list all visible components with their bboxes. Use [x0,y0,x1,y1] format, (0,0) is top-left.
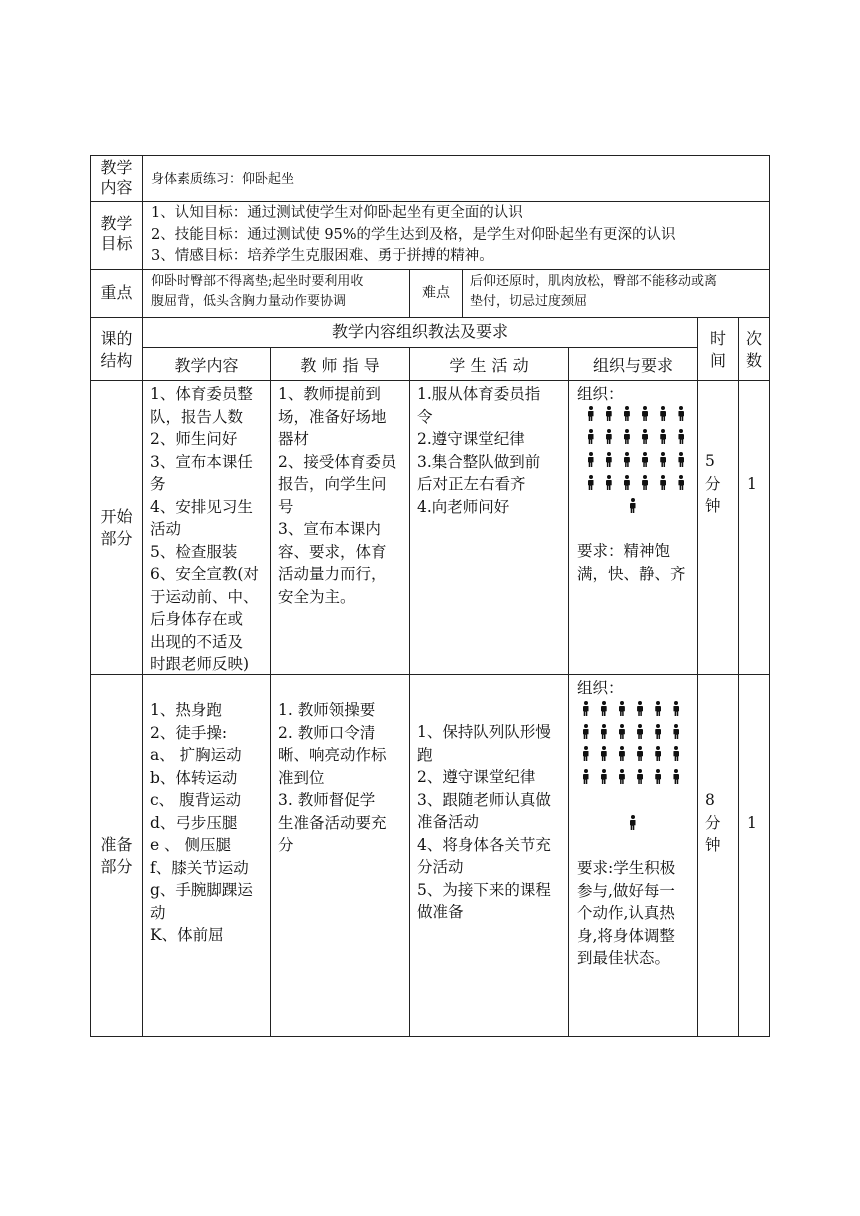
section-prep-count: 1 [747,814,757,832]
section-start-student: 1.服从体育委员指 令 2.遵守课堂纪律 3.集合整队做到前 后对正左右看齐 4.向老师问好 [417,385,541,516]
person-icon [599,724,608,739]
content-header: 教学内容 [174,356,239,375]
person-icon [604,406,613,421]
person-icon [617,724,626,739]
person-icon [599,746,608,761]
person-icon [659,406,668,421]
section-prep-requirement: 要求:学生积极 参与,做好每一 个动作,认真热 身,将身体调整 到最佳状态。 [577,859,676,967]
section-prep-content: 1、热身跑 2、徒手操: a、 扩胸运动 b、体转运动 c、 腹背运动 d、弓步压腿 e 、 侧压腿 f、膝关节运动 g、手腕脚踝运 动 K、体前屈 [150,701,253,944]
person-icon [672,769,681,784]
goals-label: 教学 目标 [100,214,133,253]
content-label: 教学 内容 [100,158,133,197]
person-icon [654,746,663,761]
person-icon [672,746,681,761]
section-start-time: 5 分 钟 [705,452,721,515]
person-icon [641,429,650,444]
section-prep-time: 8 分 钟 [705,791,721,854]
section-prep-teacher: 1. 教师领操要 2. 教师口令清 晰、响亮动作标 准到位 3. 教师督促学 生准备活动要充 分 [278,701,387,854]
group-title-header: 教学内容组织教法及要求 [331,322,508,341]
goal-1: 1、认知目标：通过测试使学生对仰卧起坐有更全面的认识 [151,205,523,221]
section-start-teacher: 1、教师提前到 场，准备好场地 器材 2、接受体育委员 报告，向学生问 号 3、宣布本课内 容、要求，体育 活动量力而行， 安全为主。 [278,385,397,606]
person-icon [581,769,590,784]
section-start-count: 1 [747,475,757,493]
person-icon [622,452,631,467]
person-icon [659,475,668,490]
person-icon [636,701,645,716]
person-icon [659,452,668,467]
person-icon [677,406,686,421]
person-icon [586,452,595,467]
structure-header: 课的 结构 [100,329,133,370]
student-header: 学 生 活 动 [449,356,529,375]
person-icon [604,475,613,490]
person-icon [581,724,590,739]
person-icon [581,701,590,716]
person-icon [604,452,613,467]
person-icon [677,429,686,444]
person-icon [617,746,626,761]
person-icon [617,769,626,784]
goal-3: 3、情感目标：培养学生克服困难、勇于拼搏的精神。 [151,248,494,264]
person-icon [636,769,645,784]
focus-label: 重点 [100,283,133,302]
time-header: 时 间 [709,329,726,370]
person-icon [636,724,645,739]
person-icon [641,452,650,467]
person-icon [586,406,595,421]
section-start-content: 1、体育委员整 队，报告人数 2、师生问好 3、宣布本课任 务 4、安排见习生 活动 5、检查服装 6、安全宣教(对 于运动前、中、 后身体存在或 出现的不适及 时跟老师反映) [150,385,259,673]
teacher-person-icon [628,815,637,830]
person-icon [641,406,650,421]
difficulty-label: 难点 [422,285,450,301]
person-icon [654,701,663,716]
person-icon [654,724,663,739]
difficulty-text: 后仰还原时，肌肉放松，臀部不能移动或离 垫付，切忌过度颈屈 [470,274,718,309]
person-icon [581,746,590,761]
section-start-requirement: 要求：精神饱 满，快、静、齐 [577,542,686,583]
count-header: 次 数 [745,329,762,370]
section-prep-org-label: 组织： [577,679,624,697]
section-prep-student: 1、保持队列队形慢 跑 2、遵守课堂纪律 3、跟随老师认真做 准备活动 4、将身体各关节充 分活动 5、为接下来的课程 做准备 [417,723,551,921]
person-icon [599,769,608,784]
goal-2: 2、技能目标：通过测试使 95%的学生达到及格，是学生对仰卧起坐有更深的认识 [151,227,676,243]
teacher-person-icon [628,498,637,513]
teacher-header: 教 师 指 导 [300,356,380,375]
person-icon [672,701,681,716]
person-icon [604,429,613,444]
person-icon [677,452,686,467]
section-start-org-label: 组织： [577,385,624,403]
person-icon [622,475,631,490]
person-icon [586,429,595,444]
person-icon [586,475,595,490]
section-start-name: 开始 部分 [100,507,133,548]
focus-text: 仰卧时臀部不得离垫;起坐时要利用收 腹屈背，低头含胸力量动作要协调 [151,274,364,309]
person-icon [654,769,663,784]
section-prep-name: 准备 部分 [100,835,133,876]
organization-header: 组织与要求 [592,356,673,375]
content-value: 身体素质练习：仰卧起坐 [151,172,295,187]
person-icon [672,724,681,739]
person-icon [622,429,631,444]
person-icon [599,701,608,716]
person-icon [617,701,626,716]
person-icon [659,429,668,444]
person-icon [636,746,645,761]
person-icon [622,406,631,421]
person-icon [677,475,686,490]
person-icon [641,475,650,490]
